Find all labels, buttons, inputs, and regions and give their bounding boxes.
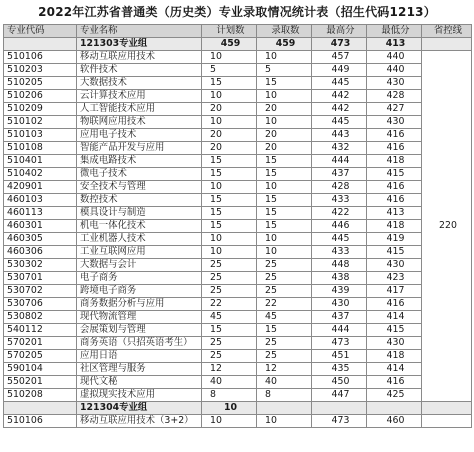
cell-name: 集成电路技术 (77, 155, 202, 168)
table-row (4, 337, 472, 350)
cell-max: 444 (312, 324, 367, 337)
cell-plan: 10 (202, 51, 257, 64)
cell-max: 444 (312, 155, 367, 168)
cell-code: 530702 (4, 285, 77, 298)
cell-admitted: 25 (257, 350, 312, 363)
cell-plan: 20 (202, 129, 257, 142)
cell-plan: 10 (202, 233, 257, 246)
cell-min: 418 (367, 350, 422, 363)
table-row (4, 272, 472, 285)
cell-code: 540112 (4, 324, 77, 337)
cell-min: 415 (367, 324, 422, 337)
cell-code: 510206 (4, 90, 77, 103)
cell-max: 437 (312, 168, 367, 181)
cell-plan: 5 (202, 64, 257, 77)
cell-name: 智能产品开发与应用 (77, 142, 202, 155)
cell-plan: 8 (202, 389, 257, 402)
cell-name: 现代物流管理 (77, 311, 202, 324)
table-row (4, 298, 472, 311)
cell-admitted: 8 (257, 389, 312, 402)
cell-name: 应用电子技术 (77, 129, 202, 142)
table-row (4, 181, 472, 194)
cell-plan: 10 (202, 116, 257, 129)
cell-min: 416 (367, 181, 422, 194)
table-row (4, 220, 472, 233)
cell-min: 430 (367, 259, 422, 272)
cell-max: 438 (312, 272, 367, 285)
cell-max: 457 (312, 51, 367, 64)
cell-code: 460113 (4, 207, 77, 220)
table-row (4, 389, 472, 402)
cell-name: 社区管理与服务 (77, 363, 202, 376)
header-min: 最低分 (367, 25, 422, 38)
cell-max: 450 (312, 376, 367, 389)
cell-admitted: 15 (257, 324, 312, 337)
cell-code: 510205 (4, 77, 77, 90)
cell-min: 414 (367, 363, 422, 376)
cell-plan: 15 (202, 77, 257, 90)
cell-plan: 20 (202, 142, 257, 155)
cell-admitted: 10 (257, 415, 312, 428)
cell-min: 460 (367, 415, 422, 428)
cell-max: 435 (312, 363, 367, 376)
cell-code: 570201 (4, 337, 77, 350)
cell-control (422, 415, 472, 428)
cell-plan: 15 (202, 220, 257, 233)
cell-min: 416 (367, 376, 422, 389)
cell-max: 446 (312, 220, 367, 233)
cell-name: 微电子技术 (77, 168, 202, 181)
cell-code: 460301 (4, 220, 77, 233)
cell-admitted: 25 (257, 337, 312, 350)
cell-plan: 15 (202, 155, 257, 168)
table-row (4, 116, 472, 129)
cell-name: 安全技术与管理 (77, 181, 202, 194)
cell-plan: 10 (202, 181, 257, 194)
cell-code: 530802 (4, 311, 77, 324)
cell-min: 413 (367, 207, 422, 220)
cell-admitted: 22 (257, 298, 312, 311)
table-row (4, 415, 472, 428)
cell-code: 460305 (4, 233, 77, 246)
header-name: 专业名称 (77, 25, 202, 38)
cell-min: 415 (367, 168, 422, 181)
header-plan: 计划数 (202, 25, 257, 38)
cell-name: 虚拟现实技术应用 (77, 389, 202, 402)
cell-admitted: 10 (257, 51, 312, 64)
cell-admitted: 10 (257, 116, 312, 129)
cell-admitted: 10 (257, 233, 312, 246)
cell-admitted: 15 (257, 168, 312, 181)
group-row (4, 38, 472, 51)
group-row (4, 402, 472, 415)
cell-name: 电子商务 (77, 272, 202, 285)
cell-admitted: 25 (257, 272, 312, 285)
group-blank (4, 402, 77, 415)
cell-name: 工业机器人技术 (77, 233, 202, 246)
cell-max: 448 (312, 259, 367, 272)
cell-name: 软件技术 (77, 64, 202, 77)
header-row (4, 25, 472, 38)
cell-name: 大数据与会计 (77, 259, 202, 272)
cell-max: 445 (312, 77, 367, 90)
group-admitted (257, 402, 312, 415)
cell-min: 417 (367, 285, 422, 298)
cell-plan: 12 (202, 363, 257, 376)
admission-table (3, 24, 472, 428)
cell-code: 510401 (4, 155, 77, 168)
cell-code: 510102 (4, 116, 77, 129)
cell-min: 428 (367, 90, 422, 103)
cell-code: 510208 (4, 389, 77, 402)
cell-plan: 20 (202, 103, 257, 116)
cell-min: 425 (367, 389, 422, 402)
cell-min: 430 (367, 116, 422, 129)
cell-code: 510402 (4, 168, 77, 181)
cell-name: 跨境电子商务 (77, 285, 202, 298)
cell-plan: 25 (202, 350, 257, 363)
cell-name: 现代文秘 (77, 376, 202, 389)
header-admitted: 录取数 (257, 25, 312, 38)
cell-max: 473 (312, 415, 367, 428)
cell-name: 大数据技术 (77, 77, 202, 90)
table-row (4, 64, 472, 77)
cell-admitted: 15 (257, 220, 312, 233)
cell-plan: 25 (202, 285, 257, 298)
cell-max: 449 (312, 64, 367, 77)
cell-min: 430 (367, 337, 422, 350)
cell-code: 460103 (4, 194, 77, 207)
cell-plan: 22 (202, 298, 257, 311)
cell-max: 442 (312, 90, 367, 103)
cell-name: 物联网应用技术 (77, 116, 202, 129)
cell-max: 445 (312, 233, 367, 246)
cell-code: 510106 (4, 415, 77, 428)
cell-max: 473 (312, 337, 367, 350)
table-row (4, 103, 472, 116)
group-name: 121304专业组 (77, 402, 202, 415)
group-name: 121303专业组 (77, 38, 202, 51)
cell-code: 530302 (4, 259, 77, 272)
cell-admitted: 20 (257, 129, 312, 142)
table-row (4, 51, 472, 64)
table-row (4, 90, 472, 103)
cell-name: 人工智能技术应用 (77, 103, 202, 116)
cell-name: 数控技术 (77, 194, 202, 207)
cell-plan: 25 (202, 337, 257, 350)
group-admitted: 459 (257, 38, 312, 51)
table-row (4, 285, 472, 298)
cell-min: 416 (367, 194, 422, 207)
cell-min: 423 (367, 272, 422, 285)
cell-admitted: 15 (257, 194, 312, 207)
cell-plan: 40 (202, 376, 257, 389)
cell-code: 510209 (4, 103, 77, 116)
cell-plan: 10 (202, 415, 257, 428)
cell-min: 440 (367, 51, 422, 64)
cell-name: 商务英语（只招英语考生） (77, 337, 202, 350)
cell-min: 427 (367, 103, 422, 116)
cell-code: 530706 (4, 298, 77, 311)
cell-min: 414 (367, 311, 422, 324)
group-max: 473 (312, 38, 367, 51)
group-plan: 10 (202, 402, 257, 415)
cell-plan: 45 (202, 311, 257, 324)
cell-code: 550201 (4, 376, 77, 389)
cell-min: 418 (367, 220, 422, 233)
table-row (4, 142, 472, 155)
cell-admitted: 25 (257, 285, 312, 298)
cell-min: 430 (367, 77, 422, 90)
cell-admitted: 5 (257, 64, 312, 77)
cell-admitted: 10 (257, 181, 312, 194)
cell-max: 430 (312, 298, 367, 311)
table-row (4, 363, 472, 376)
cell-plan: 10 (202, 90, 257, 103)
cell-code: 510203 (4, 64, 77, 77)
table-row (4, 194, 472, 207)
cell-max: 422 (312, 207, 367, 220)
cell-code: 530701 (4, 272, 77, 285)
table-row (4, 246, 472, 259)
cell-plan: 15 (202, 207, 257, 220)
cell-max: 445 (312, 116, 367, 129)
table-row (4, 350, 472, 363)
cell-max: 433 (312, 194, 367, 207)
table-row (4, 376, 472, 389)
cell-code: 510103 (4, 129, 77, 142)
cell-name: 移动互联应用技术 (77, 51, 202, 64)
table-row (4, 324, 472, 337)
cell-max: 442 (312, 103, 367, 116)
cell-code: 510108 (4, 142, 77, 155)
cell-max: 433 (312, 246, 367, 259)
header-code: 专业代码 (4, 25, 77, 38)
table-row (4, 311, 472, 324)
cell-min: 416 (367, 298, 422, 311)
table-row (4, 207, 472, 220)
cell-plan: 10 (202, 246, 257, 259)
cell-admitted: 15 (257, 77, 312, 90)
table-row (4, 155, 472, 168)
cell-name: 移动互联应用技术（3+2） (77, 415, 202, 428)
cell-name: 机电一体化技术 (77, 220, 202, 233)
table-row (4, 233, 472, 246)
group-min: 413 (367, 38, 422, 51)
cell-code: 510106 (4, 51, 77, 64)
cell-max: 451 (312, 350, 367, 363)
cell-min: 416 (367, 142, 422, 155)
cell-admitted: 20 (257, 103, 312, 116)
group-max (312, 402, 367, 415)
cell-min: 415 (367, 246, 422, 259)
cell-name: 应用日语 (77, 350, 202, 363)
cell-admitted: 40 (257, 376, 312, 389)
cell-admitted: 15 (257, 155, 312, 168)
cell-admitted: 20 (257, 142, 312, 155)
cell-plan: 25 (202, 272, 257, 285)
cell-max: 443 (312, 129, 367, 142)
cell-code: 570205 (4, 350, 77, 363)
cell-min: 440 (367, 64, 422, 77)
table-row (4, 129, 472, 142)
table-row (4, 168, 472, 181)
control-line-cell: 220 (422, 51, 472, 402)
cell-name: 云计算技术应用 (77, 90, 202, 103)
group-control (422, 402, 472, 415)
table-row (4, 259, 472, 272)
cell-plan: 25 (202, 259, 257, 272)
header-control: 省控线 (422, 25, 472, 38)
cell-max: 447 (312, 389, 367, 402)
cell-min: 419 (367, 233, 422, 246)
cell-code: 420901 (4, 181, 77, 194)
cell-name: 工业互联网应用 (77, 246, 202, 259)
cell-min: 418 (367, 155, 422, 168)
group-min (367, 402, 422, 415)
cell-plan: 15 (202, 324, 257, 337)
cell-admitted: 12 (257, 363, 312, 376)
header-max: 最高分 (312, 25, 367, 38)
cell-code: 460306 (4, 246, 77, 259)
cell-code: 590104 (4, 363, 77, 376)
cell-admitted: 15 (257, 207, 312, 220)
cell-admitted: 25 (257, 259, 312, 272)
cell-admitted: 10 (257, 90, 312, 103)
cell-max: 439 (312, 285, 367, 298)
cell-max: 432 (312, 142, 367, 155)
cell-max: 437 (312, 311, 367, 324)
table-title: 2022年江苏省普通类（历史类）专业录取情况统计表（招生代码1213） (38, 5, 436, 19)
table-row (4, 77, 472, 90)
cell-admitted: 10 (257, 246, 312, 259)
cell-min: 416 (367, 129, 422, 142)
cell-plan: 15 (202, 194, 257, 207)
cell-name: 会展策划与管理 (77, 324, 202, 337)
cell-plan: 15 (202, 168, 257, 181)
cell-max: 428 (312, 181, 367, 194)
cell-name: 商务数据分析与应用 (77, 298, 202, 311)
group-plan: 459 (202, 38, 257, 51)
cell-name: 模具设计与制造 (77, 207, 202, 220)
cell-admitted: 45 (257, 311, 312, 324)
